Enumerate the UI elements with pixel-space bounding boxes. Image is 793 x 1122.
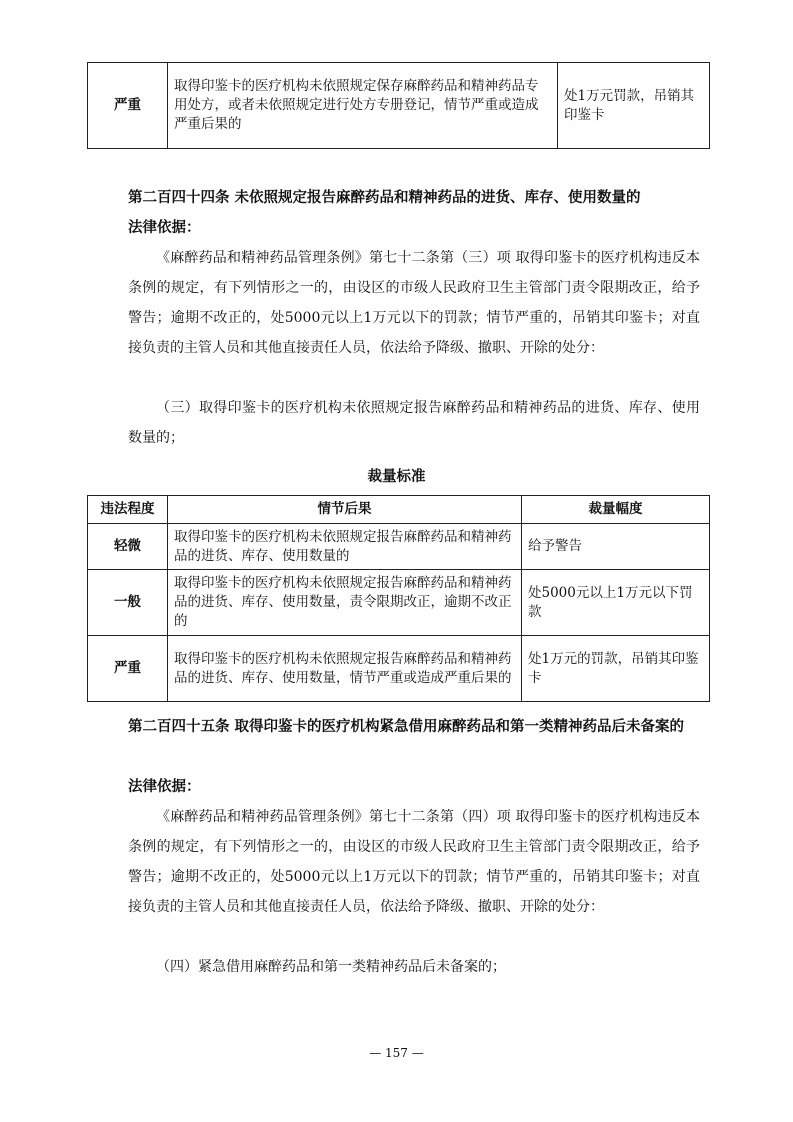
- table-row: [88, 63, 710, 149]
- page-number: — 157 —: [369, 1046, 424, 1060]
- penalty-cell: 处1万元罚款，吊销其印鉴卡: [558, 63, 710, 149]
- severity-level: 轻微: [88, 524, 168, 570]
- article-244-item: （三）取得印鉴卡的医疗机构未依照规定报告麻醉药品和精神药品的进货、库存、使用数量的；: [128, 400, 700, 446]
- article-245-item: （四）紧急借用麻醉药品和第一类精神药品后未备案的；: [156, 959, 506, 975]
- penalty-cell: 处5000元以上1万元以下罚款: [522, 570, 710, 636]
- table-row: [88, 524, 710, 570]
- table-row: [88, 570, 710, 636]
- article-245-basis-text: 《麻醉药品和精神药品管理条例》第七十二条第（四）项 取得印鉴卡的医疗机构违反本条例的规定，有下列情形之一的，由设区的市级人民政府卫生主管部门责令限期改正，给予警告；逾期不改正的，处5000元以上1万元以下的罚款；情节严重的，吊销其印鉴卡；对直接负责的主管人员和其他直接责任人员，依法给予降级、撤职、开除的处分：: [128, 809, 700, 915]
- circumstance-cell: 取得印鉴卡的医疗机构未依照规定报告麻醉药品和精神药品的进货、库存、使用数量，情节严重或造成严重后果的: [168, 636, 522, 702]
- circumstance-cell: 取得印鉴卡的医疗机构未依照规定报告麻醉药品和精神药品的进货、库存、使用数量的: [168, 524, 522, 570]
- continued-penalty-table: [87, 62, 710, 149]
- standard-title: 裁量标准: [367, 469, 426, 485]
- article-245-title: 第二百四十五条 取得印鉴卡的医疗机构紧急借用麻醉药品和第一类精神药品后未备案的: [128, 719, 685, 735]
- circumstance-cell: 取得印鉴卡的医疗机构未依照规定报告麻醉药品和精神药品的进货、库存、使用数量，责令限期改正，逾期不改正的: [168, 570, 522, 636]
- article-244-title: 第二百四十四条 未依照规定报告麻醉药品和精神药品的进货、库存、使用数量的: [128, 190, 641, 206]
- table-header-row: [88, 496, 710, 524]
- discretion-standard-table: [87, 495, 710, 702]
- header-severity: 违法程度: [88, 496, 168, 524]
- penalty-cell: 处1万元的罚款，吊销其印鉴卡: [522, 636, 710, 702]
- severity-level: 一般: [88, 570, 168, 636]
- article-244-basis-label: 法律依据：: [128, 220, 201, 236]
- article-244-basis-text: 《麻醉药品和精神药品管理条例》第七十二条第（三）项 取得印鉴卡的医疗机构违反本条例的规定，有下列情形之一的，由设区的市级人民政府卫生主管部门责令限期改正，给予警告；逾期不改正的，处5000元以上1万元以下的罚款；情节严重的，吊销其印鉴卡；对直接负责的主管人员和其他直接责任人员，依法给予降级、撤职、开除的处分：: [128, 250, 700, 356]
- severity-level: 严重: [88, 636, 168, 702]
- article-245-basis-label: 法律依据：: [128, 779, 201, 795]
- penalty-cell: 给予警告: [522, 524, 710, 570]
- circumstance-cell: 取得印鉴卡的医疗机构未依照规定保存麻醉药品和精神药品专用处方，或者未依照规定进行处方专册登记，情节严重或造成严重后果的: [168, 63, 558, 149]
- header-penalty: 裁量幅度: [522, 496, 710, 524]
- header-circumstance: 情节后果: [168, 496, 522, 524]
- table-row: [88, 636, 710, 702]
- severity-level: 严重: [88, 63, 168, 149]
